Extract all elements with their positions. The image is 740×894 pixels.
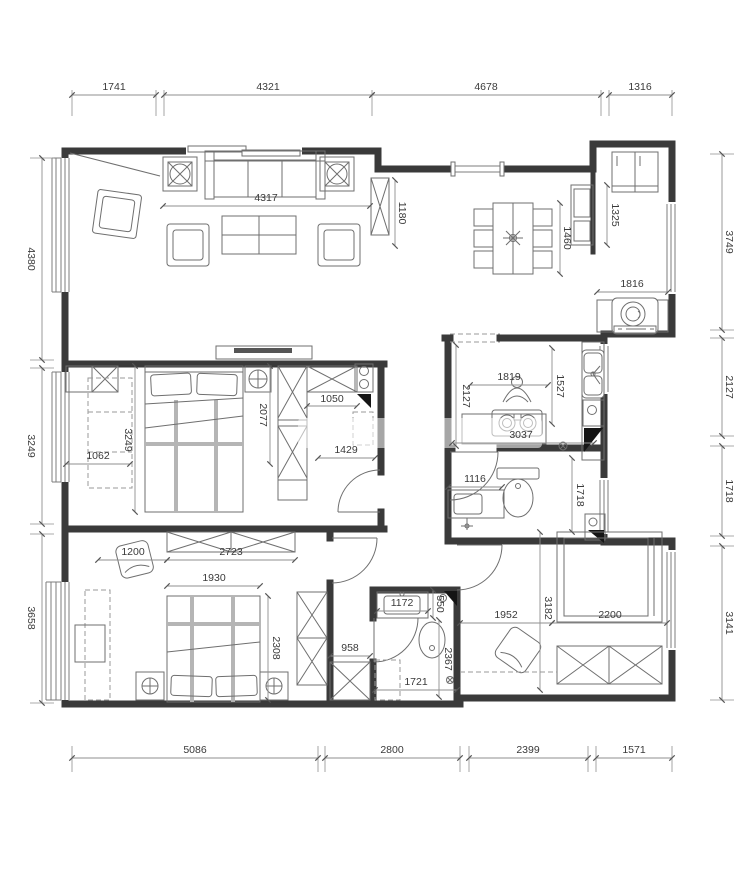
bed2 xyxy=(167,596,260,702)
dim-label: 3141 xyxy=(723,611,735,635)
dim-label: 550 xyxy=(434,595,446,613)
dim-chain-left xyxy=(25,158,42,703)
vanity-counter xyxy=(448,490,504,530)
toilet-icon xyxy=(497,468,539,517)
coffee-table xyxy=(222,216,296,254)
dim-label: 3249 xyxy=(25,434,37,458)
bay-window-bedroom2 xyxy=(46,582,61,700)
shower-area-dashed xyxy=(375,660,400,700)
dim-label: 1721 xyxy=(404,676,428,688)
ceiling-lamp-icon xyxy=(249,370,267,388)
tv-icon xyxy=(234,348,292,353)
dim-label: 1325 xyxy=(609,203,621,227)
entry-door-opening xyxy=(451,162,504,176)
wardrobe-column xyxy=(297,592,327,685)
dim-label: 2723 xyxy=(219,546,243,558)
fridge-icon xyxy=(612,152,658,192)
dim-label: 1741 xyxy=(102,81,126,93)
dim-label: 1718 xyxy=(574,483,586,507)
dining-cabinet xyxy=(571,185,593,245)
dim-label: 1952 xyxy=(494,609,518,621)
dim-label: 2127 xyxy=(460,384,472,408)
dim-label: 1816 xyxy=(620,278,644,290)
dim-label: 1172 xyxy=(390,597,414,609)
dim-label: 2399 xyxy=(516,744,540,756)
dim-label: 4317 xyxy=(254,192,278,204)
dim-label: 1527 xyxy=(554,374,566,398)
interior-walls xyxy=(65,338,672,704)
dim-label: 1180 xyxy=(396,201,408,225)
nightstand xyxy=(136,672,164,700)
armchair xyxy=(167,224,209,266)
pillow xyxy=(151,373,192,396)
dim-label: 2200 xyxy=(598,609,622,621)
hall-cabinet xyxy=(330,662,370,700)
dim-label: 2800 xyxy=(380,744,404,756)
dim-label: 1050 xyxy=(320,393,344,405)
dim-label: 1819 xyxy=(497,371,521,383)
bedroom2-door-swing-icon xyxy=(332,538,377,583)
bath2-door-swing-icon xyxy=(374,618,418,662)
dim-label: 1116 xyxy=(464,473,486,485)
master-door-swing-icon xyxy=(338,470,380,512)
dim-label: 1200 xyxy=(121,546,145,558)
cabinet-direction-marker xyxy=(357,394,371,408)
dim-label: 1062 xyxy=(86,450,110,462)
dim-label: 3037 xyxy=(509,429,533,441)
dim-label: 1316 xyxy=(628,81,652,93)
dim-label: 5086 xyxy=(183,744,207,756)
dim-chain-right xyxy=(722,154,735,700)
armchair xyxy=(318,224,360,266)
dim-label: 1429 xyxy=(334,444,358,456)
plant-icon xyxy=(503,228,523,248)
dim-chain-bottom xyxy=(72,744,672,758)
column-rosette-icon xyxy=(163,157,197,191)
dim-label: 3749 xyxy=(723,230,735,254)
dim-label: 3249 xyxy=(122,428,134,452)
living-room xyxy=(70,151,360,359)
dim-label: 4380 xyxy=(25,247,37,271)
corner-slope-line xyxy=(70,153,160,176)
bedroom3-door-swing-icon xyxy=(457,545,502,590)
desk xyxy=(75,590,110,700)
master-bed xyxy=(145,366,243,512)
dim-label: 1930 xyxy=(202,572,226,584)
shoe-cabinet xyxy=(371,178,389,235)
dim-label: 1571 xyxy=(622,744,646,756)
sliding-door-icon xyxy=(186,142,302,158)
wardrobe-bottom xyxy=(557,646,662,684)
armchair xyxy=(92,189,142,239)
side-cabinet xyxy=(92,366,118,392)
nightstand xyxy=(260,672,288,700)
dim-label: 2127 xyxy=(723,375,735,399)
dim-label: 1718 xyxy=(723,479,735,503)
entry-dining xyxy=(371,152,668,334)
pillow xyxy=(216,675,258,696)
dim-label: 4678 xyxy=(474,81,498,93)
dim-label: 2367 xyxy=(442,647,454,671)
dim-label: 2077 xyxy=(257,403,269,427)
bedroom3 xyxy=(460,532,662,684)
dim-label: 958 xyxy=(341,642,359,654)
dim-label: 3182 xyxy=(542,596,554,620)
chair xyxy=(493,625,543,675)
dim-label: 1460 xyxy=(561,226,573,250)
washing-machine-icon xyxy=(612,298,658,334)
toilet-icon xyxy=(419,622,445,658)
dim-label: 2308 xyxy=(270,636,282,660)
bedroom2 xyxy=(75,532,327,702)
dim-label: 4321 xyxy=(256,81,280,93)
kitchen-sink-icon xyxy=(582,350,604,398)
shelf-unit xyxy=(355,364,373,392)
pillow xyxy=(197,373,238,395)
floor-drain-icon xyxy=(447,677,454,684)
dim-label: 3658 xyxy=(25,606,37,630)
